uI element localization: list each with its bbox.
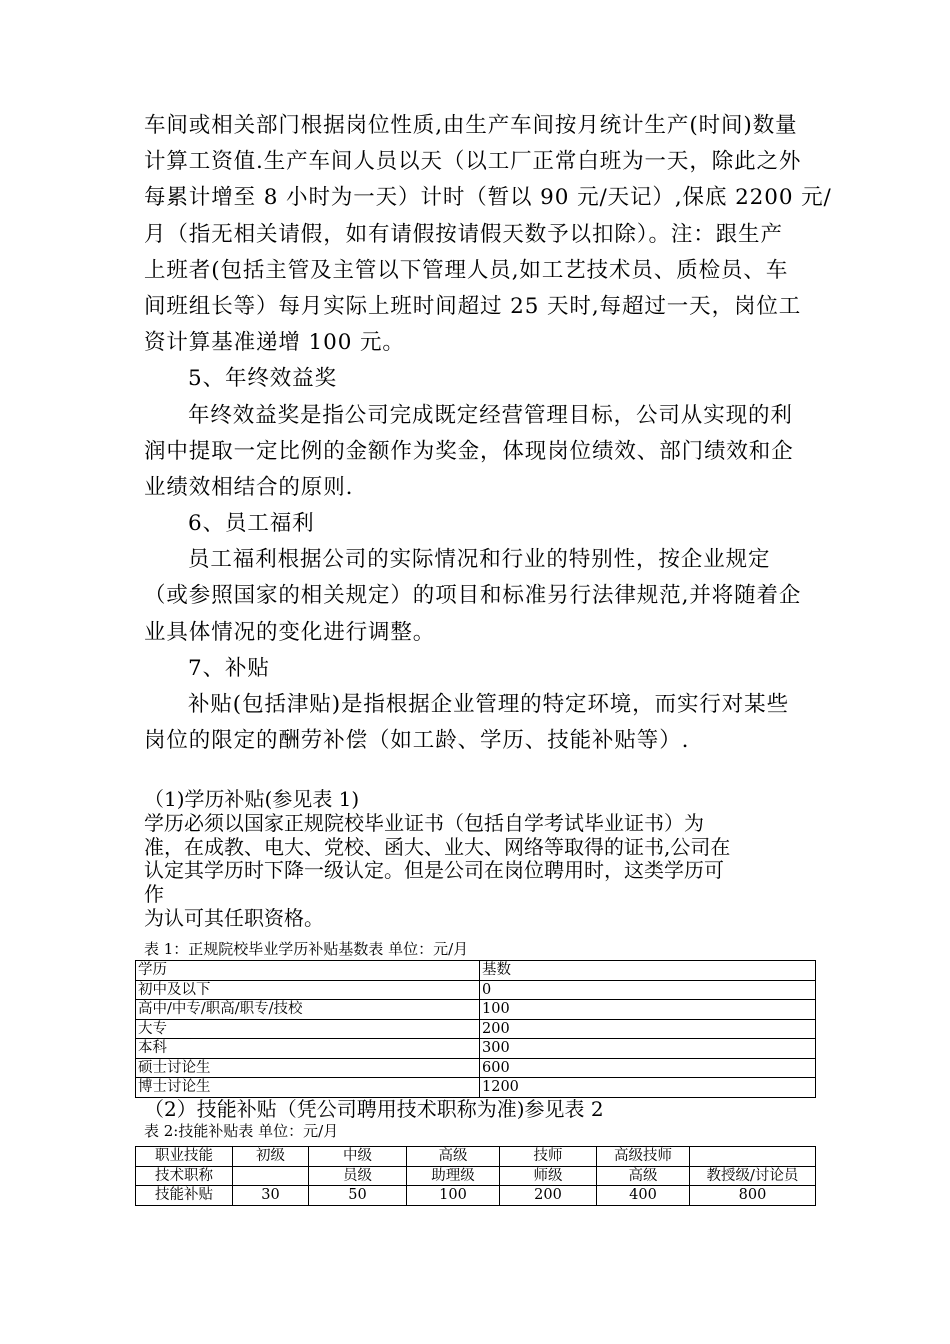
table-cell: 30	[233, 1186, 309, 1206]
paragraph-line: 润中提取一定比例的金额作为奖金，体现岗位绩效、部门绩效和企	[144, 438, 794, 464]
table-cell	[690, 1147, 816, 1167]
table-cell: 员级	[309, 1166, 407, 1186]
paragraph-line: 补贴(包括津贴)是指根据企业管理的特定环境，而实行对某些	[188, 692, 789, 717]
table-cell: 高中/中专/职高/职专/技校	[136, 1000, 480, 1020]
skill-subsidy-section	[144, 1098, 824, 1140]
skill-subsidy-heading: （2）技能补贴（凭公司聘用技术职称为准)参见表 2	[144, 1097, 604, 1121]
edu-subsidy-table	[135, 960, 816, 1098]
skill-subsidy-table	[135, 1146, 816, 1206]
paragraph-line: 员工福利根据公司的实际情况和行业的特别性，按企业规定	[188, 547, 771, 573]
table-cell: 50	[309, 1186, 407, 1206]
edu-subsidy-line: 学历必须以国家正规院校毕业证书（包括自学考试毕业证书）为	[144, 810, 704, 835]
table-cell: 100	[480, 1000, 816, 1020]
table-row	[136, 1166, 816, 1186]
table-cell: 100	[407, 1186, 500, 1206]
table-cell: 中级	[309, 1147, 407, 1167]
edu-subsidy-section	[144, 788, 824, 931]
table-header-cell: 学历	[136, 961, 480, 981]
edu-subsidy-line: 准，在成教、电大、党校、函大、业大、网络等取得的证书,公司在	[144, 834, 731, 859]
table-row	[136, 1058, 816, 1078]
table-row	[136, 1147, 816, 1167]
edu-subsidy-line: 为认可其任职资格。	[144, 905, 324, 930]
paragraph-line: 业具体情况的变化进行调整。	[144, 619, 436, 645]
paragraph-line: 每累计增至 8 小时为一天）计时（暂以 90 元/天记）,保底 2200 元/	[144, 185, 832, 211]
table1-caption: 表 1：正规院校毕业学历补贴基数表 单位：元/月	[144, 940, 469, 958]
table-cell: 助理级	[407, 1166, 500, 1186]
table-row	[136, 1039, 816, 1059]
table-cell: 博士讨论生	[136, 1078, 480, 1098]
table-row	[136, 1186, 816, 1206]
table-cell: 1200	[480, 1078, 816, 1098]
table-cell: 800	[690, 1186, 816, 1206]
table-cell: 硕士讨论生	[136, 1058, 480, 1078]
table-cell: 初中及以下	[136, 980, 480, 1000]
table-cell: 技术职称	[136, 1166, 233, 1186]
edu-subsidy-heading: （1)学历补贴(参见表 1)	[144, 787, 360, 811]
paragraph-line: 间班组长等）每月实际上班时间超过 25 天时,每超过一天，岗位工	[144, 293, 802, 319]
edu-subsidy-line: 认定其学历时下降一级认定。但是公司在岗位聘用时，这类学历可	[144, 858, 724, 883]
table-cell: 本科	[136, 1039, 480, 1059]
paragraph-line: 月（指无相关请假，如有请假按请假天数予以扣除）。注：跟生产	[144, 221, 783, 247]
paragraph-line: 岗位的限定的酬劳补偿（如工龄、学历、技能补贴等）.	[144, 728, 690, 754]
paragraph-line: 计算工资值.生产车间人员以天（以工厂正常白班为一天，除此之外	[144, 149, 802, 175]
table-cell: 高级技师	[597, 1147, 690, 1167]
edu-subsidy-line: 作	[144, 882, 164, 907]
paragraph-line: 资计算基准递增 100 元。	[144, 330, 405, 356]
table-cell: 600	[480, 1058, 816, 1078]
table-cell: 师级	[500, 1166, 597, 1186]
paragraph-line: （或参照国家的相关规定）的项目和标准另行法律规范,并将随着企	[144, 583, 802, 609]
section-heading: 5、年终效益奖	[188, 366, 337, 392]
table-cell: 0	[480, 980, 816, 1000]
paragraph-line: 业绩效相结合的原则.	[144, 474, 354, 500]
table2-caption: 表 2:技能补贴表 单位：元/月	[144, 1121, 339, 1140]
table-cell: 教授级/讨论员	[690, 1166, 816, 1186]
paragraph-line: 车间或相关部门根据岗位性质,由生产车间按月统计生产(时间)数量	[144, 113, 798, 138]
table-cell: 高级	[407, 1147, 500, 1167]
paragraph-line: 上班者(包括主管及主管以下管理人员,如工艺技术员、质检员、车	[144, 257, 789, 283]
table-cell: 技能补贴	[136, 1186, 233, 1206]
table-cell: 400	[597, 1186, 690, 1206]
body-text	[144, 108, 832, 759]
table-row	[136, 980, 816, 1000]
table-cell: 职业技能	[136, 1147, 233, 1167]
section-heading: 7、补贴	[188, 655, 270, 681]
table-cell: 初级	[233, 1147, 309, 1167]
table-row	[136, 1019, 816, 1039]
table-row	[136, 1078, 816, 1098]
table-cell: 200	[480, 1019, 816, 1039]
table-row	[136, 1000, 816, 1020]
table-header-row	[136, 961, 816, 981]
table-cell: 200	[500, 1186, 597, 1206]
paragraph-line: 年终效益奖是指公司完成既定经营管理目标，公司从实现的利	[188, 402, 793, 428]
table-cell: 高级	[597, 1166, 690, 1186]
table-cell: 大专	[136, 1019, 480, 1039]
table1-caption-wrap	[144, 940, 824, 958]
table-header-cell: 基数	[480, 961, 816, 981]
table-cell: 技师	[500, 1147, 597, 1167]
table-cell	[233, 1166, 309, 1186]
section-heading: 6、员工福利	[188, 511, 315, 537]
table-cell: 300	[480, 1039, 816, 1059]
